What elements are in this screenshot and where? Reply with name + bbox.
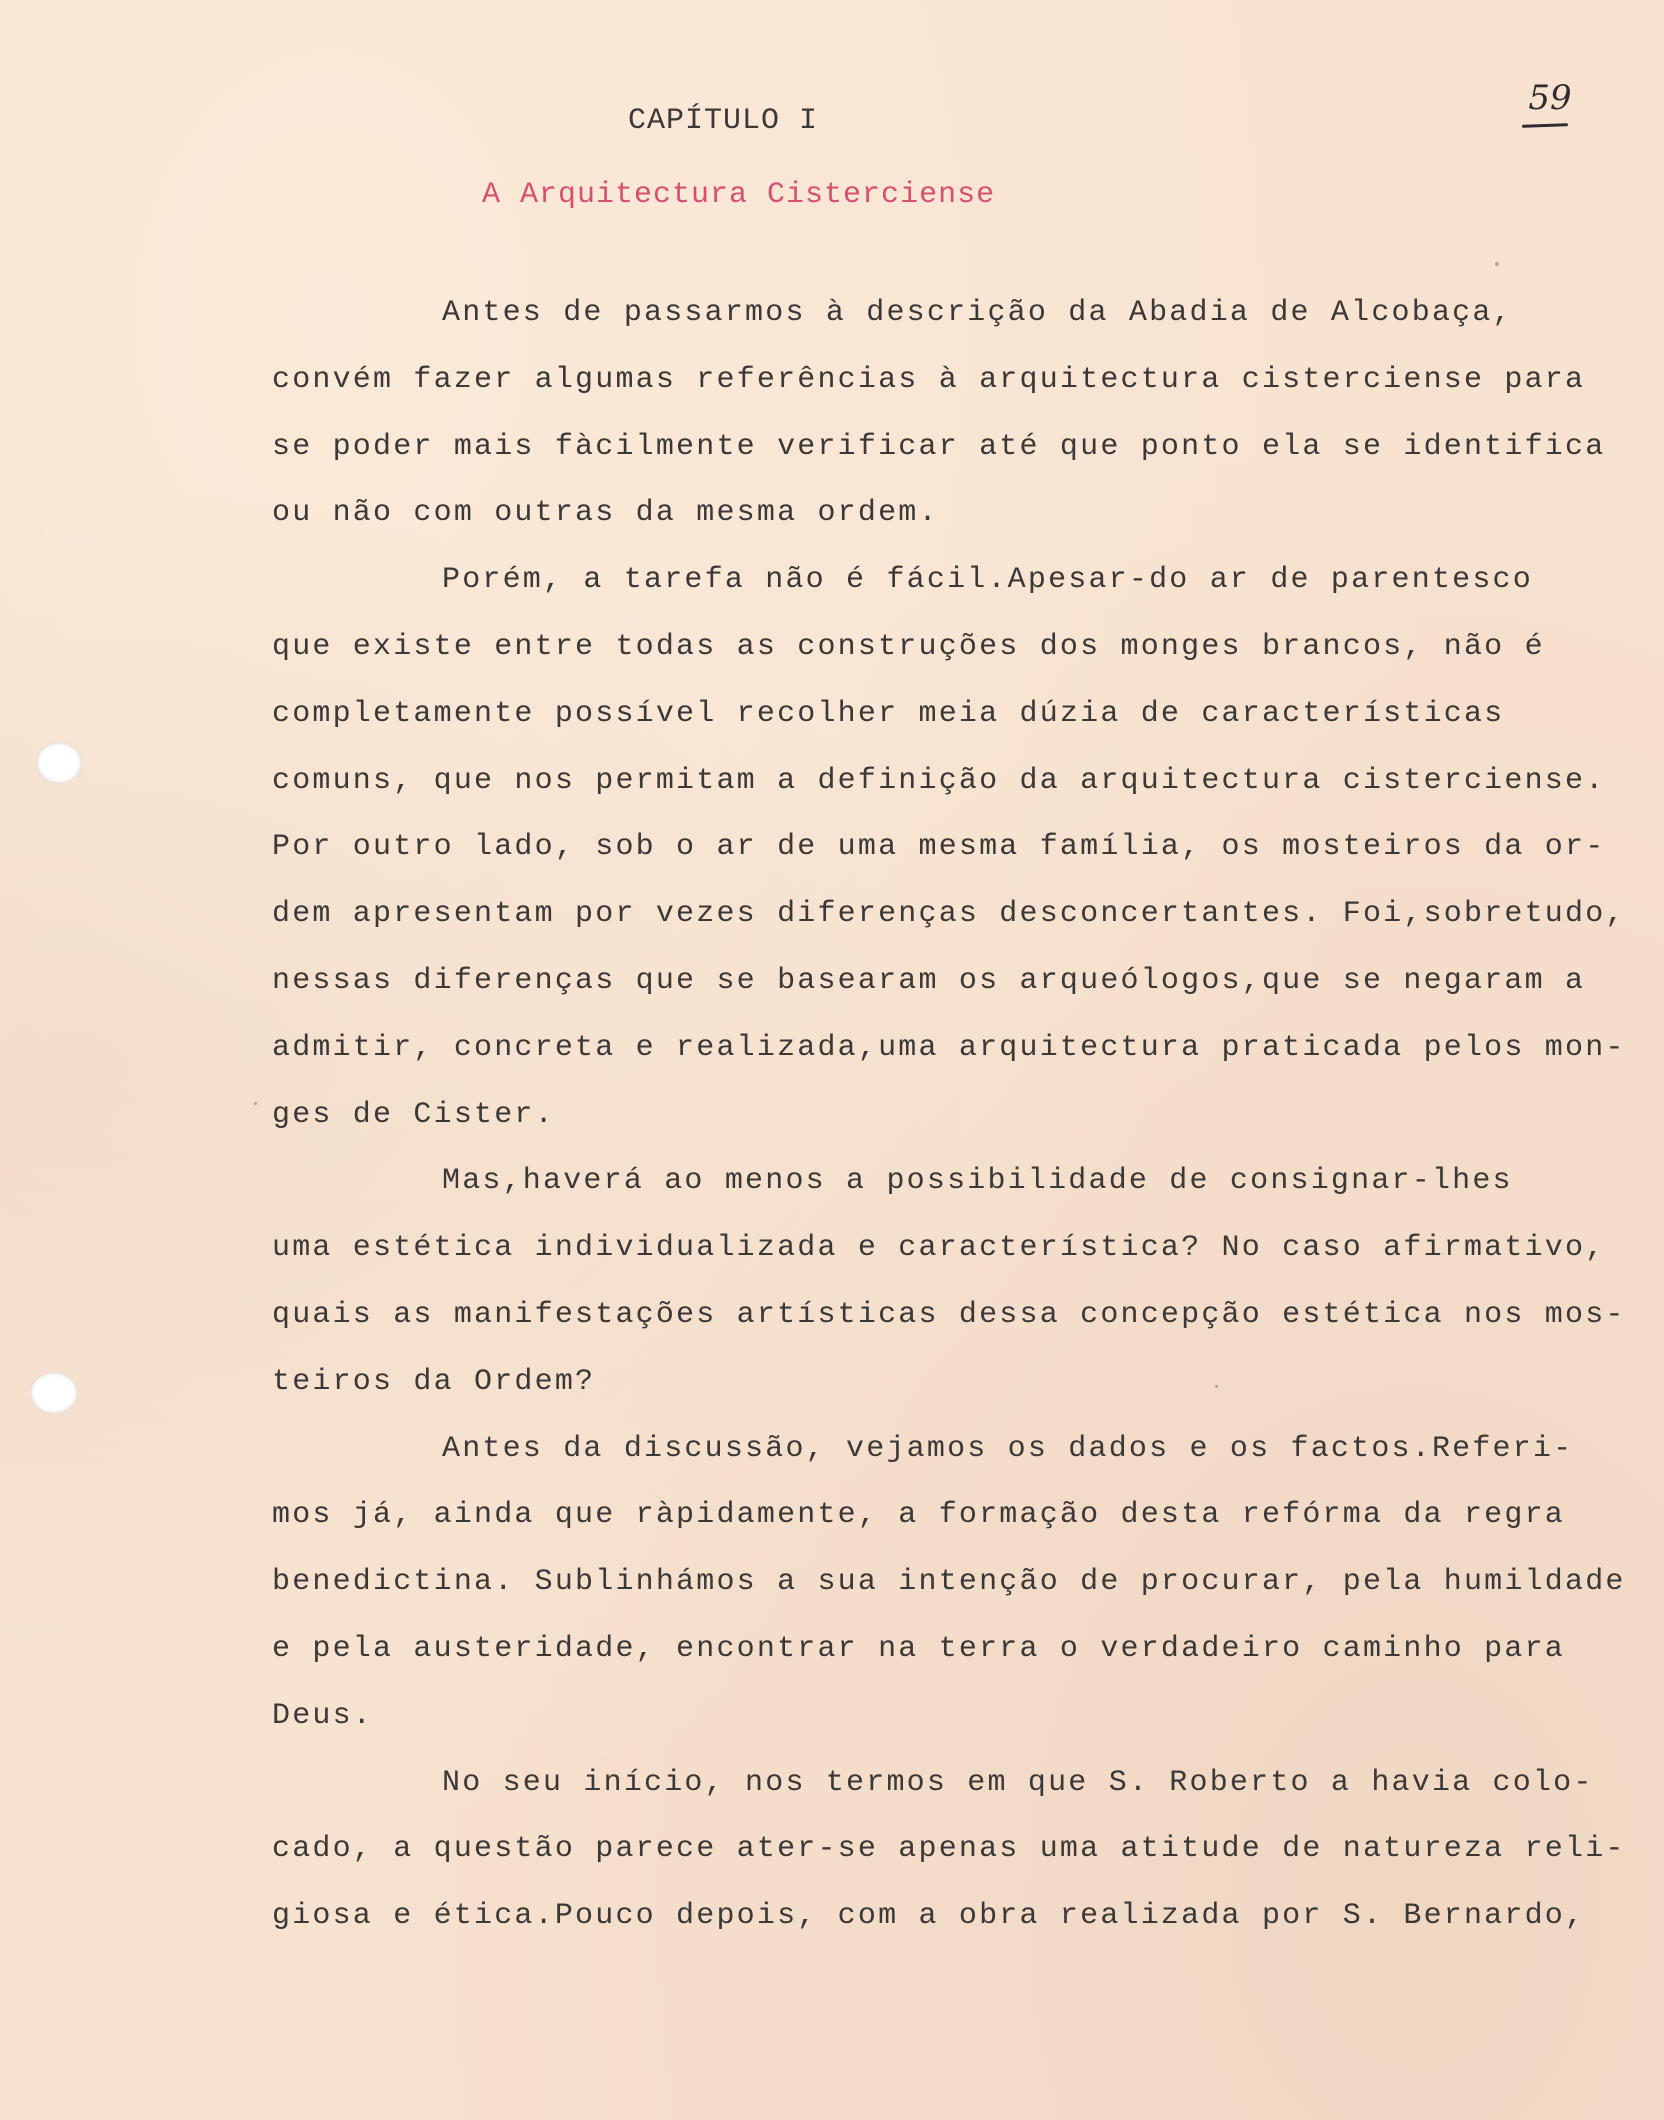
text-line: nessas diferenças que se basearam os arqueólogos,que se negaram a bbox=[272, 963, 1586, 998]
text-line: ou não com outras da mesma ordem. bbox=[272, 496, 939, 531]
text-line: que existe entre todas as construções dos monges brancos, não é bbox=[272, 629, 1545, 664]
punch-hole bbox=[36, 742, 82, 784]
text-line: teiros da Ordem? bbox=[272, 1364, 596, 1399]
text-line: mos já, ainda que ràpidamente, a formação desta refórma da regra bbox=[272, 1498, 1565, 1533]
paper-speck bbox=[1495, 262, 1499, 266]
text-line: convém fazer algumas referências à arquitectura cisterciense para bbox=[272, 362, 1586, 397]
page-number-underline bbox=[1522, 123, 1568, 128]
body-text bbox=[272, 295, 1652, 1965]
paper-speck bbox=[254, 1102, 257, 1105]
text-line: se poder mais fàcilmente verificar até que ponto ela se identifica bbox=[272, 429, 1606, 464]
text-line: cado, a questão parece ater-se apenas uma atitude de natureza reli- bbox=[272, 1832, 1626, 1867]
chapter-title: A Arquitectura Cisterciense bbox=[482, 178, 996, 212]
text-line: ges de Cister. bbox=[272, 1097, 555, 1132]
text-line: Deus. bbox=[272, 1698, 374, 1733]
text-line: No seu início, nos termos em que S. Roberto a havia colo- bbox=[442, 1765, 1594, 1800]
text-line: completamente possível recolher meia dúzia de características bbox=[272, 696, 1505, 731]
text-line: comuns, que nos permitam a definição da arquitectura cisterciense. bbox=[272, 763, 1606, 798]
text-line: admitir, concreta e realizada,uma arquitectura praticada pelos mon- bbox=[272, 1030, 1626, 1065]
text-line: Mas,haverá ao menos a possibilidade de consignar-lhes bbox=[442, 1164, 1513, 1199]
text-line: giosa e ética.Pouco depois, com a obra realizada por S. Bernardo, bbox=[272, 1899, 1586, 1934]
text-line: Antes da discussão, vejamos os dados e os factos.Referi- bbox=[442, 1431, 1574, 1466]
text-line: dem apresentam por vezes diferenças desconcertantes. Foi,sobretudo, bbox=[272, 897, 1626, 932]
text-line: quais as manifestações artísticas dessa concepção estética nos mos- bbox=[272, 1297, 1626, 1332]
text-line: Antes de passarmos à descrição da Abadia de Alcobaça, bbox=[442, 296, 1513, 330]
text-line: Porém, a tarefa não é fácil.Apesar-do ar de parentesco bbox=[442, 563, 1533, 598]
text-line: benedictina. Sublinhámos a sua intenção de procurar, pela humildade bbox=[272, 1565, 1626, 1600]
text-line: uma estética individualizada e característica? No caso afirmativo, bbox=[272, 1231, 1606, 1266]
text-line: Por outro lado, sob o ar de uma mesma família, os mosteiros da or- bbox=[272, 830, 1606, 865]
text-line: e pela austeridade, encontrar na terra o verdadeiro caminho para bbox=[272, 1631, 1565, 1666]
chapter-heading: CAPÍTULO I bbox=[628, 104, 819, 138]
page-number: 59 bbox=[1528, 78, 1572, 118]
punch-hole bbox=[30, 1372, 78, 1414]
